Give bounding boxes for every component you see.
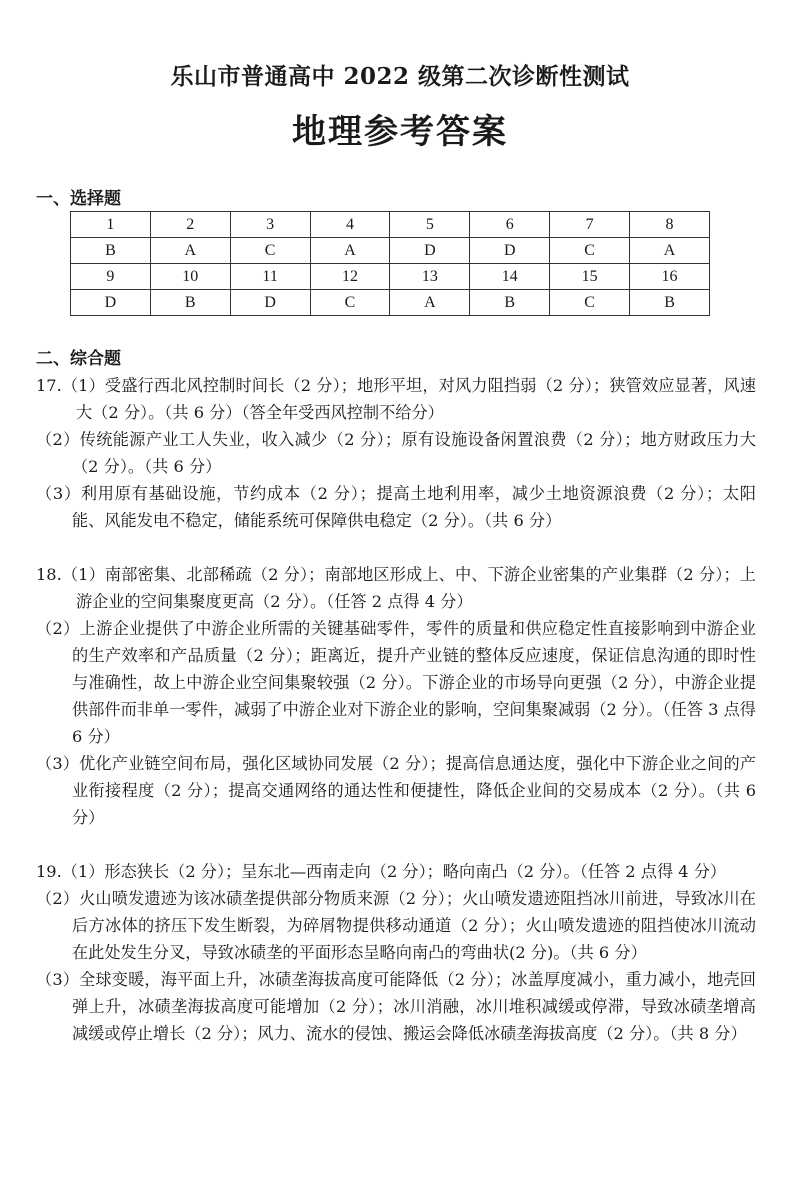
question-number-cell: 13 xyxy=(390,264,470,290)
question-number-cell: 15 xyxy=(550,264,630,290)
question-spacer xyxy=(36,534,756,561)
answer-cell: B xyxy=(150,290,230,316)
question-number-cell: 7 xyxy=(550,212,630,238)
question-number-cell: 1 xyxy=(71,212,151,238)
answer-item: 17.（1）受盛行西北风控制时间长（2 分）；地形平坦，对风力阻挡弱（2 分）；狭管效应显著，风速大（2 分）。（共 6 分）（答全年受西风控制不给分） xyxy=(36,376,756,422)
answer-item: （2）火山喷发遗迹为该冰碛垄提供部分物质来源（2 分）；火山喷发遗迹阻挡冰川前进，导致冰川在后方冰体的挤压下发生断裂，为碎屑物提供移动通道（2 分）；火山喷发遗迹的阻挡使冰川流动在此处发生分叉，导致冰碛垄的平面形态呈略向南凸的弯曲状(2 分)。（共 6 分） xyxy=(36,889,756,962)
answer-cell: D xyxy=(71,290,151,316)
question-number-cell: 9 xyxy=(71,264,151,290)
section-multiple-choice-heading: 一、选择题 xyxy=(36,189,121,209)
answer-cell: A xyxy=(310,238,390,264)
question-number-cell: 14 xyxy=(470,264,550,290)
answer-cell: A xyxy=(630,238,710,264)
question-number-cell: 4 xyxy=(310,212,390,238)
question-19-block xyxy=(36,858,756,1047)
question-number-cell: 16 xyxy=(630,264,710,290)
answer-cell: A xyxy=(390,290,470,316)
question-number-cell: 10 xyxy=(150,264,230,290)
document-title: 地理参考答案 xyxy=(292,112,508,152)
answer-item: （3）利用原有基础设施，节约成本（2 分）；提高土地利用率，减少土地资源浪费（2 分）；太阳能、风能发电不稳定，储能系统可保障供电稳定（2 分）。（共 6 分） xyxy=(36,484,756,530)
choice-answer-table xyxy=(70,211,710,316)
answer-item: （3）全球变暖，海平面上升，冰碛垄海拔高度可能降低（2 分）；冰盖厚度减小，重力减小，地壳回弹上升，冰碛垄海拔高度可能增加（2 分）；冰川消融，冰川堆积减缓或停滞，导致冰碛垄增高减缓或停止增长（2 分）；风力、流水的侵蚀、搬运会降低冰碛垄海拔高度（2 分）。（共 8 分） xyxy=(36,970,756,1043)
answer-item: （2）传统能源产业工人失业，收入减少（2 分）；原有设施设备闲置浪费（2 分）；地方财政压力大（2 分）。（共 6 分） xyxy=(36,430,756,476)
answer-cell: C xyxy=(550,238,630,264)
answer-cell: D xyxy=(470,238,550,264)
answer-item: 19.（1）形态狭长（2 分）；呈东北—西南走向（2 分）；略向南凸（2 分）。（任答 2 点得 4 分） xyxy=(36,862,727,881)
question-number-cell: 5 xyxy=(390,212,470,238)
answer-cell: C xyxy=(310,290,390,316)
table-row xyxy=(71,264,710,290)
table-row xyxy=(71,212,710,238)
comprehensive-answers xyxy=(36,372,756,1047)
question-number-cell: 11 xyxy=(230,264,310,290)
answer-cell: B xyxy=(470,290,550,316)
question-number-cell: 12 xyxy=(310,264,390,290)
question-number-cell: 8 xyxy=(630,212,710,238)
exam-title: 乐山市普通高中 2022 级第二次诊断性测试 xyxy=(170,63,630,90)
question-spacer xyxy=(36,831,756,858)
question-18-block xyxy=(36,561,756,831)
question-number-cell: 6 xyxy=(470,212,550,238)
answer-item: （2）上游企业提供了中游企业所需的关键基础零件，零件的质量和供应稳定性直接影响到中游企业的生产效率和产品质量（2 分）；距离近，提升产业链的整体反应速度，保证信息沟通的即时性与准确性，故上中游企业空间集聚较强（2 分）。下游企业的市场导向更强（2 分），中游企业提供部件而非单一零件，减弱了中游企业对下游企业的影响，空间集聚减弱（2 分）。（任答 3 点得 6 分） xyxy=(36,619,756,746)
table-row xyxy=(71,290,710,316)
answer-cell: D xyxy=(390,238,470,264)
answer-item: （3）优化产业链空间布局，强化区域协同发展（2 分）；提高信息通达度，强化中下游企业之间的产业衔接程度（2 分）；提高交通网络的通达性和便捷性，降低企业间的交易成本（2 分）。（共 6 分） xyxy=(36,754,756,827)
question-17-block xyxy=(36,372,756,534)
table-row xyxy=(71,238,710,264)
section-comprehensive-heading: 二、综合题 xyxy=(36,349,121,369)
question-number-cell: 2 xyxy=(150,212,230,238)
answer-item: 18.（1）南部密集、北部稀疏（2 分）；南部地区形成上、中、下游企业密集的产业集群（2 分）；上游企业的空间集聚度更高（2 分）。（任答 2 点得 4 分） xyxy=(36,565,756,611)
answer-cell: B xyxy=(71,238,151,264)
question-number-cell: 3 xyxy=(230,212,310,238)
answer-cell: C xyxy=(550,290,630,316)
answer-cell: B xyxy=(630,290,710,316)
answer-cell: D xyxy=(230,290,310,316)
answer-cell: C xyxy=(230,238,310,264)
answer-cell: A xyxy=(150,238,230,264)
